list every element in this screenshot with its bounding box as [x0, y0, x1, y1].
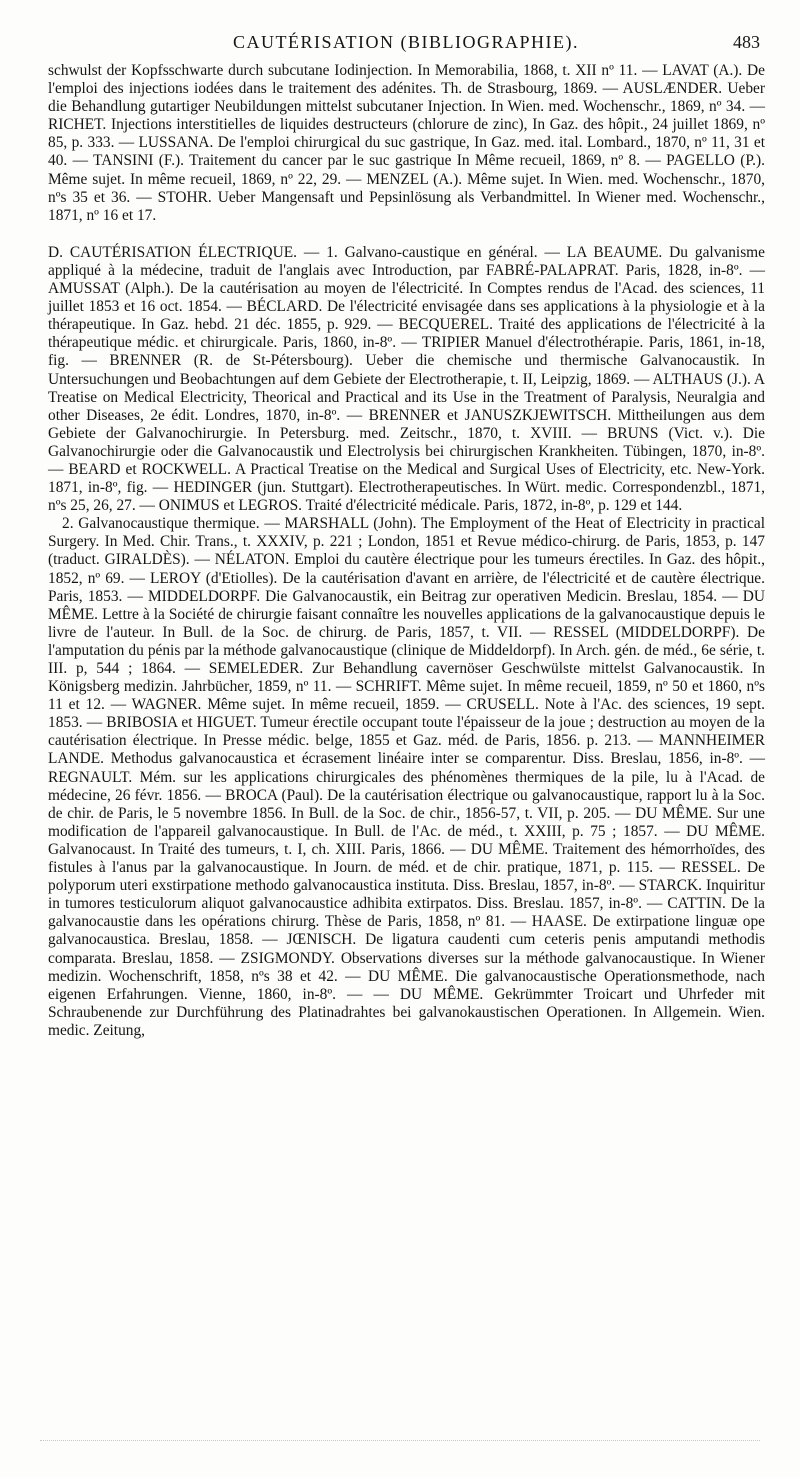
running-header: [48, 22, 764, 62]
page-title: CAUTÉRISATION (BIBLIOGRAPHIE).: [233, 32, 579, 52]
bibliography-paragraph-continuation: schwulst der Kopfsschwarte durch subcutane Iodinjection. In Memorabilia, 1868, t. XII nº 11. — LAVAT (A.). De l'emploi des injections iodées dans le traitement des adénites. Th. de Strasbourg, 1869. — AUSLÆNDER. Ueber die Behandlung gutartiger Neubildungen mittelst subcutaner Injection. In Wien. med. Wochenschr., 1869, nº 34. — RICHET. Injections interstitielles de liquides destructeurs (chlorure de zinc), In Gaz. des hôpit., 24 juillet 1869, nº 85, p. 333. — LUSSANA. De l'emploi chirurgical du suc gastrique, In Gaz. med. ital. Lombard., 1870, nº 11, 31 et 40. — TANSINI (F.). Traitement du cancer par le suc gastrique In Même recueil, 1869, nº 8. — PAGELLO (P.). Même sujet. In même recueil, 1869, nº 22, 29. — MENZEL (A.). Même sujet. In Wien. med. Wochenschr., 1870, nºs 35 et 36. — STOHR. Ueber Mangensaft und Pepsinlösung als Verbandmittel. In Wiener med. Wochenschr., 1871, nº 16 et 17.: [48, 62, 765, 224]
bibliography-paragraph-electric-cauterization: D. CAUTÉRISATION ÉLECTRIQUE. — 1. Galvano-caustique en général. — LA BEAUME. Du galvanisme appliqué à la médecine, traduit de l'anglais avec Introduction, par FABRÉ-PALAPRAT. Paris, 1828, in-8º. — AMUSSAT (Alph.). De la cautérisation au moyen de l'électricité. In Comptes rendus de l'Acad. des sciences, 11 juillet 1853 et 16 oct. 1854. — BÉCLARD. De l'électricité envisagée dans ses applications à la physiologie et à la thérapeutique. In Gaz. hebd. 21 déc. 1855, p. 929. — BECQUEREL. Traité des applications de l'électricité à la thérapeutique médic. et chirurgicale. Paris, 1860, in-8º. — TRIPIER Manuel d'électrothérapie. Paris, 1861, in-18, fig. — BRENNER (R. de St-Pétersbourg). Ueber die chemische und thermische Galvanocaustik. In Untersuchungen und Beobachtungen auf dem Gebiete der Electrotherapie, t. II, Leipzig, 1869. — ALTHAUS (J.). A Treatise on Medical Electricity, Theorical and Practical and its Use in the Treatment of Paralysis, Neuralgia and other Diseases, 2e édit. Londres, 1870, in-8º. — BRENNER et JANUSZKJEWITSCH. Mittheilungen aus dem Gebiete der Galvanochirurgie. In Petersburg. med. Zeitschr., 1870, t. XVIII. — BRUNS (Vict. v.). Die Galvanochirurgie oder die Galvanocaustik und Electrolysis bei chirurgischen Krankheiten. Tübingen, 1870, in-8º. — BEARD et ROCKWELL. A Practical Treatise on the Medical and Surgical Uses of Electricity, etc. New-York. 1871, in-8º, fig. — HEDINGER (jun. Stuttgart). Electrotherapeutisches. In Würt. medic. Correspondenzbl., 1871, nºs 25, 26, 27. — ONIMUS et LEGROS. Traité d'électricité médicale. Paris, 1872, in-8º, p. 129 et 144.: [48, 243, 765, 515]
bibliography-paragraph-galvanocaustique: 2. Galvanocaustique thermique. — MARSHALL (John). The Employment of the Heat of Electricity in practical Surgery. In Med. Chir. Trans., t. XXXIV, p. 221 ; London, 1851 et Revue médico-chirurg. de Paris, 1853, p. 147 (traduct. GIRALDÈS). — NÉLATON. Emploi du cautère électrique pour les tumeurs érectiles. In Gaz. des hôpit., 1852, nº 69. — LEROY (d'Etiolles). De la cautérisation d'avant en arrière, de l'électricité et de cautère électrique. Paris, 1853. — MIDDELDORPF. Die Galvanocaustik, ein Beitrag zur operativen Medicin. Breslau, 1854. — DU MÊME. Lettre à la Société de chirurgie faisant connaître les nouvelles applications de la galvanocaustique depuis le livre de l'auteur. In Bull. de la Soc. de chirurg. de Paris, 1857, t. VII. — RESSEL (MIDDELDORPF). De l'amputation du pénis par la méthode galvanocaustique (clinique de Middeldorpf). In Arch. gén. de méd., 6e série, t. III. p, 544 ; 1864. — SEMELEDER. Zur Behandlung cavernöser Geschwülste mittelst Galvanocaustik. In Königsberg medizin. Jahrbücher, 1859, nº 11. — SCHRIFT. Même sujet. In même recueil, 1859, nº 50 et 1860, nºs 11 et 12. — WAGNER. Même sujet. In même recueil, 1859. — CRUSELL. Note à l'Ac. des sciences, 19 sept. 1853. — BRIBOSIA et HIGUET. Tumeur érectile occupant toute l'épaisseur de la joue ; destruction au moyen de la cautérisation électrique. In Presse médic. belge, 1855 et Gaz. méd. de Paris, 1856. p. 213. — MANNHEIMER LANDE. Methodus galvanocaustica et écrasement linéaire inter se comparentur. Diss. Breslau, 1856, in-8º. — REGNAULT. Mém. sur les applications chirurgicales des phénomènes thermiques de la pile, lu à l'Acad. de médecine, 26 févr. 1856. — BROCA (Paul). De la cautérisation électrique ou galvanocaustique, rapport lu à la Soc. de chir. de Paris, le 5 novembre 1856. In Bull. de la Soc. de chir., 1856-57, t. VII, p. 205. — DU MÊME. Sur une modification de l'appareil galvanocaustique. In Bull. de l'Ac. de méd., t. XXIII, p. 75 ; 1857. — DU MÊME. Galvanocaust. In Traité des tumeurs, t. I, ch. XIII. Paris, 1866. — DU MÊME. Traitement des hémorrhoïdes, des fistules à l'anus par la galvanocaustique. In Journ. de méd. et de chir. pratique, 1871, p. 115. — RESSEL. De polyporum uteri exstirpatione methodo galvanocaustica instituta. Diss. Breslau, 1857, in-8º. — STARCK. Inquiritur in tumores testiculorum aliquot galvanocaustice adhibita extirpatos. Diss. Breslau. 1857, in-8º. — CATTIN. De la galvanocaustie dans les opérations chirurg. Thèse de Paris, 1858, nº 81. — HAASE. De extirpatione linguæ ope galvanocaustica. Breslau, 1858. — JŒNISCH. De ligatura caudenti cum ceteris penis amputandi methodis comparata. Breslau, 1858. — ZSIGMONDY. Observations diverses sur la méthode galvanocaustique. In Wiener medizin. Wochenschrift, 1858, nºs 38 et 42. — DU MÊME. Die galvanocaustische Operationsmethode, nach eigenen Erfahrungen. Vienne, 1860, in-8º. — — DU MÊME. Gekrümmter Troicart und Uhrfeder mit Schraubenende zur Durchführung des Platinadrahtes bei galvanokaustischen Operationen. In Allgemein. Wien. medic. Zeitung,: [48, 515, 765, 1039]
bottom-edge-marks: [40, 1440, 760, 1441]
page-number: 483: [733, 32, 760, 52]
bibliography-text: [48, 62, 765, 1040]
